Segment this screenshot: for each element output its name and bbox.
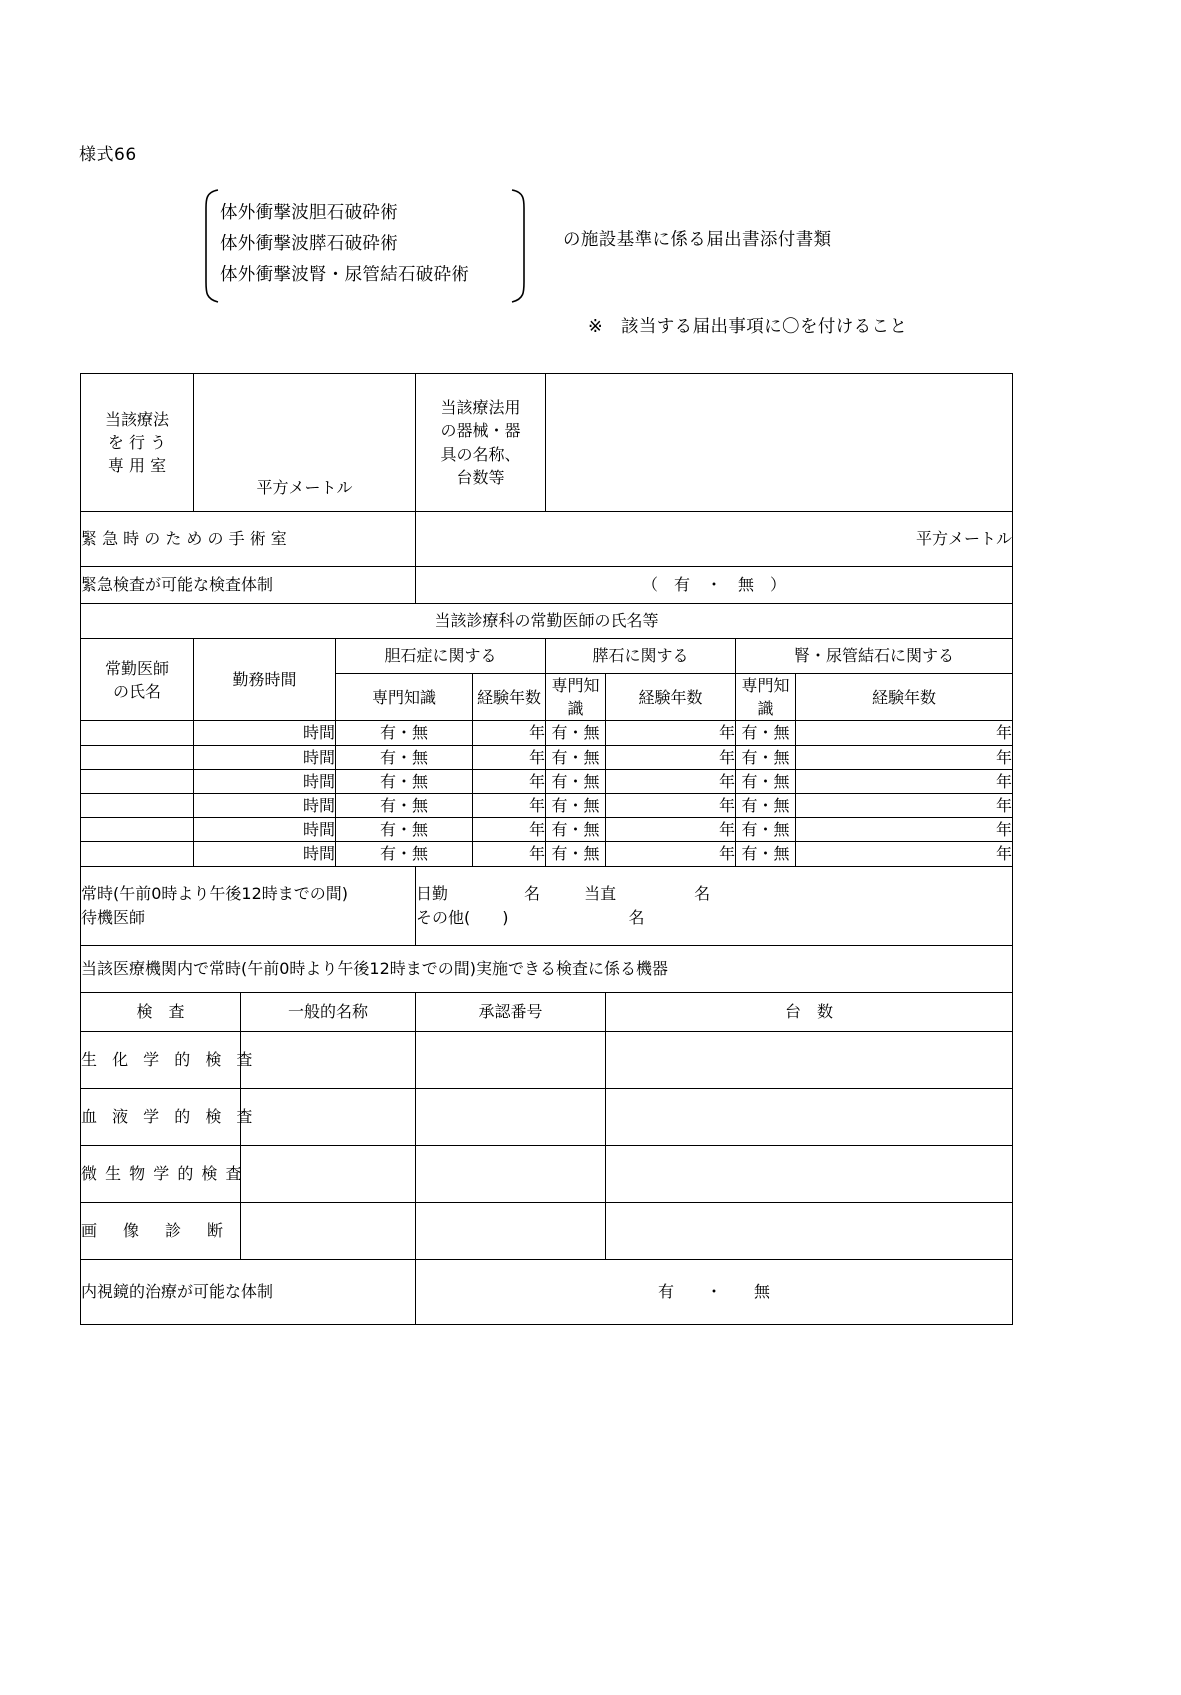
table-row-standby (81, 866, 1013, 945)
years-1-input[interactable] (473, 842, 546, 866)
dedicated-room-label: 当該療法 を 行 う 専 用 室 (81, 374, 194, 512)
form-number: 様式66 (79, 145, 137, 165)
equipment-row-units-input[interactable] (606, 1088, 1013, 1145)
years-3-input[interactable] (796, 818, 1013, 842)
physician-hours-input[interactable] (194, 745, 336, 769)
equipment-header-approval-no: 承認番号 (416, 992, 606, 1031)
knowledge-3-choice[interactable]: 有・無 (736, 769, 796, 793)
equipment-row-name: 画 像 診 断 (81, 1202, 241, 1259)
table-row (81, 1088, 1013, 1145)
table-row (81, 769, 1013, 793)
table-row (81, 1202, 1013, 1259)
equipment-header-general-name: 一般的名称 (241, 992, 416, 1031)
unit-years: 年 (529, 747, 546, 767)
years-2-input[interactable] (606, 721, 736, 745)
day-shift-label: 日勤 (416, 884, 449, 904)
emergency-or-unit: 平方メートル (916, 529, 1013, 549)
document-title-suffix: の施設基準に係る届出書添付書類 (563, 230, 832, 250)
years-3-input[interactable] (796, 793, 1013, 817)
subheader-knowledge-2: 専門知識 (546, 674, 606, 721)
unit-years: 年 (719, 747, 736, 767)
equipment-row-approval-no-input[interactable] (416, 1145, 606, 1202)
table-row (81, 793, 1013, 817)
physician-name-input[interactable] (81, 793, 194, 817)
years-2-input[interactable] (606, 818, 736, 842)
years-1-input[interactable] (473, 818, 546, 842)
years-2-input[interactable] (606, 793, 736, 817)
knowledge-2-choice[interactable]: 有・無 (546, 721, 606, 745)
table-row (81, 842, 1013, 866)
physician-name-header: 常勤医師 の氏名 (81, 639, 194, 721)
years-3-input[interactable] (796, 721, 1013, 745)
unit-years: 年 (529, 771, 546, 791)
subheader-years-2: 経験年数 (606, 674, 736, 721)
equipment-row-units-input[interactable] (606, 1145, 1013, 1202)
years-3-input[interactable] (796, 842, 1013, 866)
subheader-knowledge-3: 専門知識 (736, 674, 796, 721)
subheader-years-1: 経験年数 (473, 674, 546, 721)
table-row-physicians-title (81, 604, 1013, 639)
equipment-row-name: 生 化 学 的 検 査 (81, 1031, 241, 1088)
physician-hours-input[interactable] (194, 793, 336, 817)
other-label: その他( ) (416, 907, 509, 927)
procedure-item-3: 体外衝撃波腎・尿管結石破砕術 (220, 265, 470, 285)
physician-hours-input[interactable] (194, 818, 336, 842)
unit-years: 年 (996, 723, 1013, 743)
endoscopy-label: 内視鏡的治療が可能な体制 (81, 1259, 416, 1324)
years-2-input[interactable] (606, 745, 736, 769)
unit-years: 年 (996, 747, 1013, 767)
unit-years: 年 (996, 844, 1013, 864)
equipment-header-units: 台 数 (606, 992, 1013, 1031)
equipment-row-general-name-input[interactable] (241, 1145, 416, 1202)
day-shift-unit: 名 (524, 884, 541, 904)
equipment-row-approval-no-input[interactable] (416, 1202, 606, 1259)
unit-years: 年 (719, 723, 736, 743)
physician-hours-input[interactable] (194, 842, 336, 866)
equipment-value-field[interactable] (546, 374, 1013, 512)
table-row (81, 1145, 1013, 1202)
equipment-section-title: 当該医療機関内で常時(午前0時より午後12時までの間)実施できる検査に係る機器 (81, 945, 1013, 992)
knowledge-3-choice[interactable]: 有・無 (736, 721, 796, 745)
equipment-row-general-name-input[interactable] (241, 1031, 416, 1088)
form-note: ※ 該当する届出事項に〇を付けること (588, 317, 908, 337)
unit-years: 年 (996, 771, 1013, 791)
table-row (81, 721, 1013, 745)
years-3-input[interactable] (796, 745, 1013, 769)
physician-name-input[interactable] (81, 721, 194, 745)
unit-years: 年 (529, 723, 546, 743)
knowledge-3-choice[interactable]: 有・無 (736, 745, 796, 769)
equipment-row-units-input[interactable] (606, 1202, 1013, 1259)
equipment-row-approval-no-input[interactable] (416, 1088, 606, 1145)
unit-years: 年 (719, 771, 736, 791)
years-1-input[interactable] (473, 745, 546, 769)
standby-label: 常時(午前0時より午後12時までの間) 待機医師 (81, 866, 416, 945)
group-header-kidney: 腎・尿管結石に関する (736, 639, 1013, 674)
area-unit-label: 平方メートル (256, 477, 353, 497)
on-duty-unit: 名 (694, 884, 711, 904)
table-row (81, 745, 1013, 769)
years-3-input[interactable] (796, 769, 1013, 793)
knowledge-3-choice[interactable]: 有・無 (736, 818, 796, 842)
equipment-label: 当該療法用 の器械・器 具の名称、 台数等 (416, 374, 546, 512)
table-row-emergency-or (81, 512, 1013, 567)
group-header-pancreatic: 膵石に関する (546, 639, 736, 674)
table-row (81, 818, 1013, 842)
unit-hours: 時間 (302, 795, 335, 815)
years-1-input[interactable] (473, 769, 546, 793)
subheader-years-3: 経験年数 (796, 674, 1013, 721)
unit-hours: 時間 (302, 820, 335, 840)
equipment-row-units-input[interactable] (606, 1031, 1013, 1088)
emergency-test-label: 緊急検査が可能な検査体制 (81, 567, 416, 604)
facility-standards-table (80, 373, 1013, 1325)
unit-hours: 時間 (302, 723, 335, 743)
knowledge-1-choice[interactable]: 有・無 (336, 769, 473, 793)
endoscopy-value[interactable]: 有 ・ 無 (416, 1259, 1013, 1324)
physician-name-input[interactable] (81, 842, 194, 866)
equipment-row-name: 微 生 物 学 的 検 査 (81, 1145, 241, 1202)
unit-hours: 時間 (302, 747, 335, 767)
equipment-row-approval-no-input[interactable] (416, 1031, 606, 1088)
group-header-gallstone: 胆石症に関する (336, 639, 546, 674)
table-row-dedicated-room (81, 374, 1013, 512)
knowledge-3-choice[interactable]: 有・無 (736, 842, 796, 866)
unit-years: 年 (719, 795, 736, 815)
knowledge-2-choice[interactable]: 有・無 (546, 818, 606, 842)
equipment-header-test: 検 査 (81, 992, 241, 1031)
physician-hours-input[interactable] (194, 721, 336, 745)
knowledge-1-choice[interactable]: 有・無 (336, 721, 473, 745)
knowledge-1-choice[interactable]: 有・無 (336, 842, 473, 866)
standby-counts[interactable] (416, 866, 1013, 945)
unit-years: 年 (719, 820, 736, 840)
physician-name-input[interactable] (81, 818, 194, 842)
knowledge-2-choice[interactable]: 有・無 (546, 769, 606, 793)
emergency-or-field[interactable] (416, 512, 1013, 567)
physician-hours-header: 勤務時間 (194, 639, 336, 721)
unit-years: 年 (719, 844, 736, 864)
knowledge-1-choice[interactable]: 有・無 (336, 793, 473, 817)
physician-hours-input[interactable] (194, 769, 336, 793)
years-2-input[interactable] (606, 769, 736, 793)
emergency-test-value[interactable]: （ 有 ・ 無 ） (416, 567, 1013, 604)
years-1-input[interactable] (473, 721, 546, 745)
table-row (81, 1031, 1013, 1088)
table-row-equipment-header (81, 992, 1013, 1031)
knowledge-2-choice[interactable]: 有・無 (546, 745, 606, 769)
knowledge-2-choice[interactable]: 有・無 (546, 793, 606, 817)
unit-years: 年 (996, 795, 1013, 815)
table-row-emergency-test (81, 567, 1013, 604)
knowledge-1-choice[interactable]: 有・無 (336, 818, 473, 842)
years-2-input[interactable] (606, 842, 736, 866)
other-unit: 名 (628, 907, 645, 927)
unit-years: 年 (529, 820, 546, 840)
unit-years: 年 (529, 795, 546, 815)
subheader-knowledge-1: 専門知識 (336, 674, 473, 721)
table-row-equipment-title (81, 945, 1013, 992)
procedure-brace-group (200, 186, 530, 304)
unit-hours: 時間 (302, 844, 335, 864)
years-1-input[interactable] (473, 793, 546, 817)
table-row-endoscopy (81, 1259, 1013, 1324)
knowledge-1-choice[interactable]: 有・無 (336, 745, 473, 769)
procedure-item-2: 体外衝撃波膵石破砕術 (220, 234, 398, 254)
dedicated-room-area-field[interactable] (194, 374, 416, 512)
table-row-physician-header-top (81, 639, 1013, 674)
equipment-row-name: 血 液 学 的 検 査 (81, 1088, 241, 1145)
equipment-row-general-name-input[interactable] (241, 1088, 416, 1145)
procedure-item-1: 体外衝撃波胆石破砕術 (220, 203, 398, 223)
knowledge-3-choice[interactable]: 有・無 (736, 793, 796, 817)
equipment-row-general-name-input[interactable] (241, 1202, 416, 1259)
on-duty-label: 当直 (584, 884, 617, 904)
knowledge-2-choice[interactable]: 有・無 (546, 842, 606, 866)
physicians-section-title: 当該診療科の常勤医師の氏名等 (81, 604, 1013, 639)
physician-name-input[interactable] (81, 769, 194, 793)
unit-years: 年 (529, 844, 546, 864)
emergency-or-label: 緊 急 時 の た め の 手 術 室 (81, 512, 416, 567)
unit-hours: 時間 (302, 771, 335, 791)
physician-name-input[interactable] (81, 745, 194, 769)
unit-years: 年 (996, 820, 1013, 840)
